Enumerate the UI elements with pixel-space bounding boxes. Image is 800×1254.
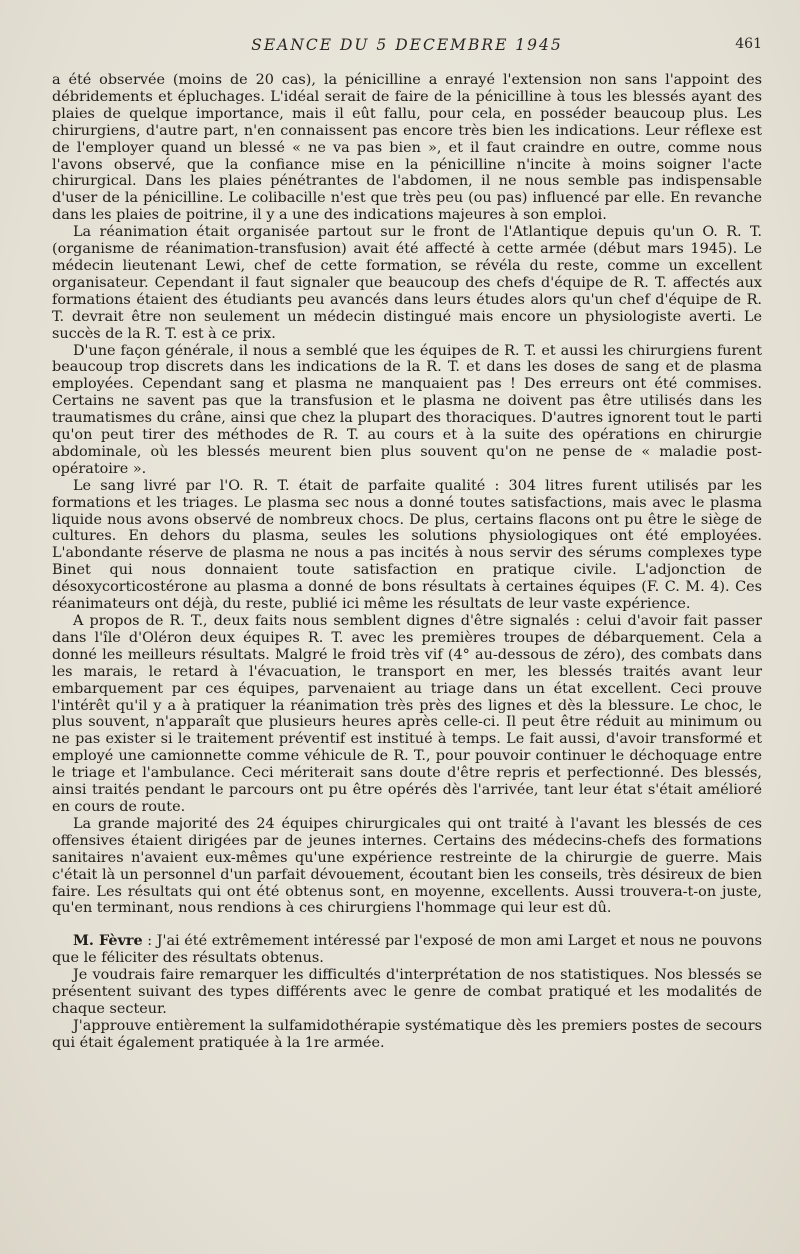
discussion-paragraph: [52, 933, 762, 967]
paragraph: Le sang livré par l'O. R. T. était de parfaite qualité : 304 litres furent utilisés par les formations et les triages. Le plasma sec nous a donné toutes satisfactions, mais avec le plasma liquide nous avons observé de nombreux chocs. De plus, certains flacons ont pu être le siège de cultures. En dehors du plasma, seules les solutions physiologiques ont été employées. L'abondante réserve de plasma ne nous a pas incités à nous servir des sérums complexes type Binet qui nous donnaient toute satisfaction en pratique civile. L'adjonction de désoxycorticostérone au plasma a donné de bons résultats à certaines équipes (F. C. M. 4). Ces réanimateurs ont déjà, du reste, publié ici même les résultats de leur vaste expérience.: [52, 477, 762, 613]
paragraph: D'une façon générale, il nous a semblé que les équipes de R. T. et aussi les chirurgiens furent beaucoup trop discrets dans les indications de la R. T. et dans les doses de sang et de plasma employées. Cependant sang et plasma ne manquaient pas ! Des erreurs ont été commises. Certains ne savent pas que la transfusion et le plasma ne doivent pas être utilisés dans les traumatismes du crâne, ainsi que chez la plupart des thoraciques. D'autres ignorent tout le parti qu'on peut tirer des méthodes de R. T. au cours et à la suite des opérations en chirurgie abdominale, où les blessés meurent bien plus souvent qu'on ne pense de « maladie post-opératoire ».: [52, 342, 762, 477]
discussion-paragraph: Je voudrais faire remarquer les difficultés d'interprétation de nos statistiques. Nos blessés se présentent suivant des types différents avec le genre de combat pratiqué et les modalités de chaque secteur.: [52, 967, 762, 1017]
paragraph: La réanimation était organisée partout sur le front de l'Atlantique depuis qu'un O. R. T. (organisme de réanimation-transfusion) avait été affecté à cette armée (début mars 1945). Le médecin lieutenant Lewi, chef de cette formation, se révéla du reste, comme un excellent organisateur. Cependant il faut signaler que beaucoup des chefs d'équipe de R. T. affectés aux formations étaient des étudiants peu avancés dans leurs études alors qu'un chef d'équipe de R. T. devrait être non seulement un médecin distingué mais encore un physiologiste averti. Le succès de la R. T. est à ce prix.: [52, 224, 762, 342]
header-title: SEANCE DU 5 DECEMBRE 1945: [251, 36, 563, 54]
page-number: 461: [735, 36, 762, 52]
paragraph: A propos de R. T., deux faits nous semblent dignes d'être signalés : celui d'avoir fait passer dans l'île d'Oléron deux équipes R. T. avec les premières troupes de débarquement. Cela a donné les meilleurs résultats. Malgré le froid très vif (4° au-dessous de zéro), des combats dans les marais, le retard à l'évacuation, le transport en mer, les blessés traités avant leur embarquement par ces équipes, parvenaient au triage dans un état excellent. Ceci prouve l'intérêt qu'il y a à pratiquer la réanimation très près des lignes et dès la blessure. Le choc, le plus souvent, n'apparaît que plusieurs heures après celle-ci. Il peut être réduit au minimum ou ne pas exister si le traitement préventif est institué à temps. Le fait aussi, d'avoir transformé et employé une camionnette comme véhicule de R. T., pour pouvoir continuer le déchoquage entre le triage et l'ambulance. Ceci mériterait sans doute d'être repris et perfectionné. Des blessés, ainsi traités pendant le parcours ont pu être opérés dès l'arrivée, tant leur état s'était amélioré en cours de route.: [52, 613, 762, 815]
speaker-name: M. Fèvre: [73, 932, 143, 950]
speaker-separator: :: [142, 933, 157, 950]
paragraph: La grande majorité des 24 équipes chirurgicales qui ont traité à l'avant les blessés de ces offensives étaient dirigées par de jeunes internes. Certains des médecins-chefs des formations sanitaires n'avaient eux-mêmes qu'une expérience restreinte de la chirurgie de guerre. Mais c'était là un personnel d'un parfait dévouement, écoutant bien les conseils, très désireux de bien faire. Les résultats qui ont été obtenus sont, en moyenne, excellents. Aussi trouvera-t-on juste, qu'en terminant, nous rendions à ces chirurgiens l'hommage qui leur est dû.: [52, 815, 762, 917]
discussion-text: J'ai été extrêmement intéressé par l'exposé de mon ami Larget et nous ne pouvons que le féliciter des résultats obtenus.: [52, 933, 762, 967]
discussion-paragraph: J'approuve entièrement la sulfamidothérapie systématique dès les premiers postes de secours qui était également pratiquée à la 1re armée.: [52, 1017, 762, 1051]
article-body: [52, 72, 762, 1052]
paragraph: a été observée (moins de 20 cas), la pénicilline a enrayé l'extension non sans l'appoint des débridements et épluchages. L'idéal serait de faire de la pénicilline à tous les blessés ayant des plaies de quelque importance, mais il eût fallu, pour cela, en posséder beaucoup plus. Les chirurgiens, d'autre part, n'en connaissent pas encore très bien les indications. Leur réflexe est de l'employer quand un blessé « ne va pas bien », et il faut craindre en outre, comme nous l'avons observé, que la confiance mise en la pénicilline n'incite à moins soigner l'acte chirurgical. Dans les plaies pénétrantes de l'abdomen, il ne nous semble pas indispensable d'user de la pénicilline. Le colibacille n'est que très peu (ou pas) influencé par elle. En revanche dans les plaies de poitrine, il y a une des indications majeures à son emploi.: [52, 72, 762, 224]
running-header: [52, 36, 762, 60]
